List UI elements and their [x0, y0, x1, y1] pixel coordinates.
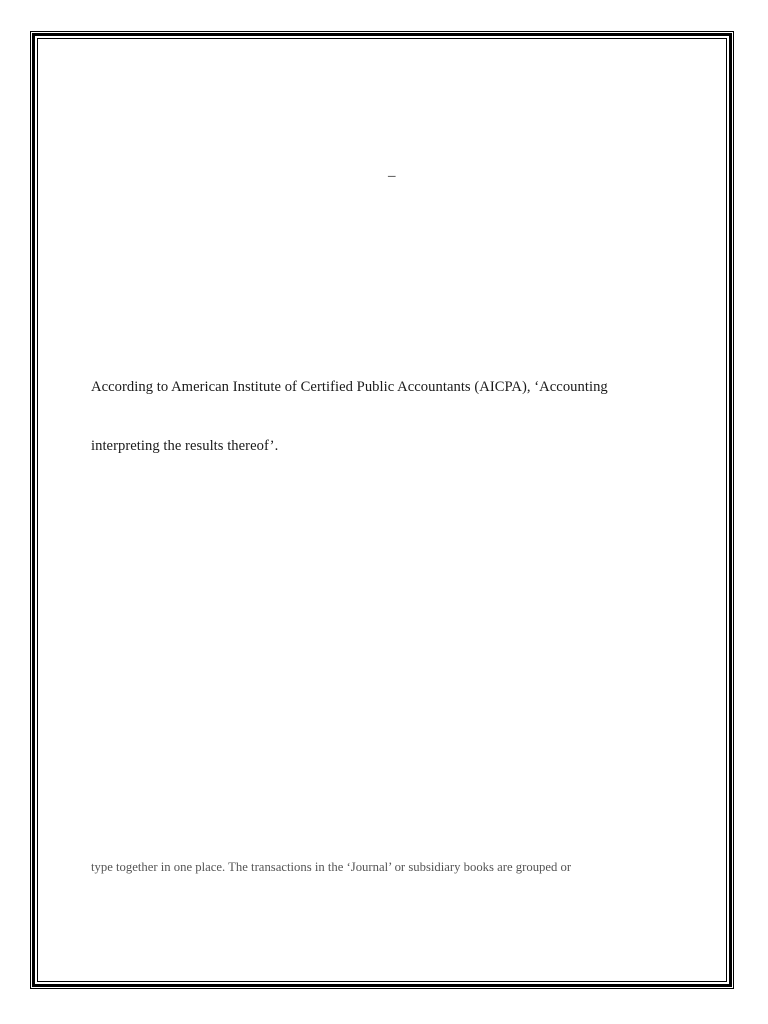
paragraph-2-line-1: type together in one place. The transactions in the ‘Journal’ or subsidiary books are grouped or: [91, 860, 572, 874]
paragraph-1-line-2: interpreting the results thereof’.: [91, 438, 279, 454]
top-dash-mark: –: [388, 168, 396, 184]
page-border-inner: [37, 38, 727, 982]
paragraph-1-line-1: According to American Institute of Certified Public Accountants (AICPA), ‘Accounting: [91, 379, 608, 395]
